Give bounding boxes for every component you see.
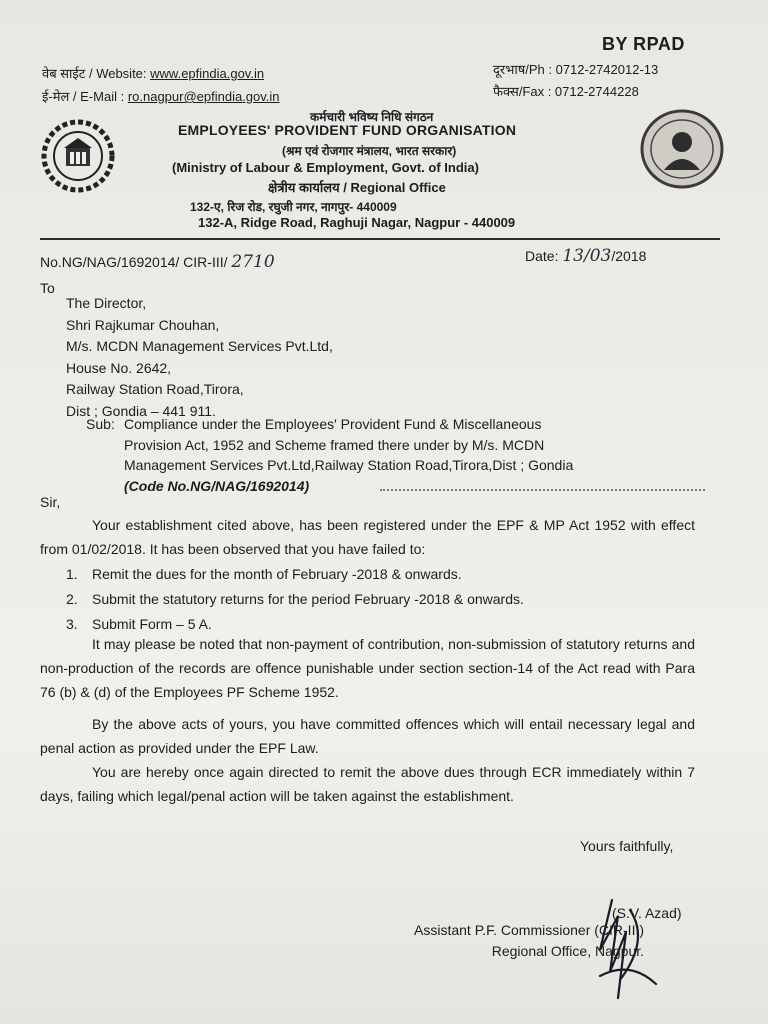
subject-label: Sub: xyxy=(86,416,115,432)
list-number: 1. xyxy=(66,566,78,582)
closing: Yours faithfully, xyxy=(580,838,674,854)
list-text: Remit the dues for the month of February -2018 & onwards. xyxy=(92,566,462,582)
website-line xyxy=(42,64,264,82)
handwritten-date: 13/03 xyxy=(562,246,612,266)
org-name: EMPLOYEES' PROVIDENT FUND ORGANISATION xyxy=(178,122,517,138)
list-text: Submit the statutory returns for the period February -2018 & onwards. xyxy=(92,591,524,607)
handwritten-reference: 2710 xyxy=(231,252,275,272)
fax-line: फैक्स/Fax : 0712-2744228 xyxy=(493,84,639,99)
paragraph-3: By the above acts of yours, you have committed offences which will entail necessary legal and penal action as provided under the EPF Law. xyxy=(40,716,695,756)
org-name-hindi: कर्मचारी भविष्य निधि संगठन xyxy=(310,110,434,124)
portrait-stamp-icon xyxy=(640,108,724,190)
address: 132-A, Ridge Road, Raghuji Nagar, Nagpur - 440009 xyxy=(198,215,516,230)
list-number: 3. xyxy=(66,616,78,632)
ministry: (Ministry of Labour & Employment, Govt. of India) xyxy=(172,160,479,175)
reference-number-text: No.NG/NAG/1692014/ CIR-III/ xyxy=(40,254,232,270)
date-year: /2018 xyxy=(611,248,647,264)
recipient-line: Dist ; Gondia – 441 911. xyxy=(66,402,216,419)
subject-line: Compliance under the Employees' Provident Fund & Miscellaneous xyxy=(124,416,542,432)
paragraph-4: You are hereby once again directed to remit the above dues through ECR immediately within 7 days, failing which legal/penal action will be taken against the establishment. xyxy=(40,764,695,804)
signatory-block xyxy=(414,920,644,962)
list-number: 2. xyxy=(66,591,78,607)
by-rpad-mark: BY RPAD xyxy=(602,34,685,54)
recipient-line: M/s. MCDN Management Services Pvt.Ltd, xyxy=(66,338,333,354)
list-item xyxy=(66,562,524,587)
epfo-logo-icon xyxy=(40,118,116,194)
ministry-hindi: (श्रम एवं रोजगार मंत्रालय, भारत सरकार) xyxy=(282,144,457,158)
subject-text xyxy=(124,414,573,496)
subject-line: Management Services Pvt.Ltd,Railway Station Road,Tirora,Dist ; Gondia xyxy=(124,457,574,473)
date-label: Date: xyxy=(525,248,563,264)
header-divider xyxy=(40,238,720,240)
letter-date xyxy=(525,246,646,266)
failure-list xyxy=(66,562,524,637)
list-item xyxy=(66,587,524,612)
subject-code: (Code No.NG/NAG/1692014) xyxy=(124,477,310,494)
to-label: To xyxy=(40,280,55,296)
salutation: Sir, xyxy=(40,494,61,510)
reference-number xyxy=(40,252,275,272)
phone-line: दूरभाष/Ph : 0712-2742012-13 xyxy=(493,62,659,77)
signatory-title: Assistant P.F. Commissioner (CIR-III) xyxy=(414,922,645,938)
list-text: Submit Form – 5 A. xyxy=(92,616,212,632)
subject-line: Provision Act, 1952 and Scheme framed there under by M/s. MCDN xyxy=(124,436,545,453)
email-link[interactable]: ro.nagpur@epfindia.gov.in xyxy=(127,89,280,104)
address-hindi: 132-ए, रिज रोड, रघुजी नगर, नागपुर- 440009 xyxy=(190,200,397,214)
email-label: ई-मेल / E-Mail : xyxy=(42,89,128,104)
recipient-line: House No. 2642, xyxy=(66,359,172,376)
paragraph-2: It may please be noted that non-payment of contribution, non-submission of statutory returns and non-production of the records are offence punishable under section section-14 of the Act read with Para 76 (b) & (d) of the Employees PF Scheme 1952. xyxy=(40,636,695,700)
recipient-line: Shri Rajkumar Chouhan, xyxy=(66,316,220,333)
regional-office: क्षेत्रीय कार्यालय / Regional Office xyxy=(268,180,446,195)
email-line xyxy=(42,87,280,105)
paragraph-1: Your establishment cited above, has been registered under the EPF & MP Act 1952 with effect from 01/02/2018. It has been observed that you have failed to: xyxy=(40,517,695,557)
dotted-divider xyxy=(380,489,705,491)
recipient-address xyxy=(66,293,333,422)
recipient-line: The Director, xyxy=(66,295,147,311)
signatory-office: Regional Office, Nagpur. xyxy=(491,943,645,959)
recipient-line: Railway Station Road,Tirora, xyxy=(66,381,244,397)
website-link[interactable]: www.epfindia.gov.in xyxy=(150,66,265,81)
website-label: वेब साईट / Website: xyxy=(42,66,151,81)
signatory-name: (S.V. Azad) xyxy=(612,905,682,921)
